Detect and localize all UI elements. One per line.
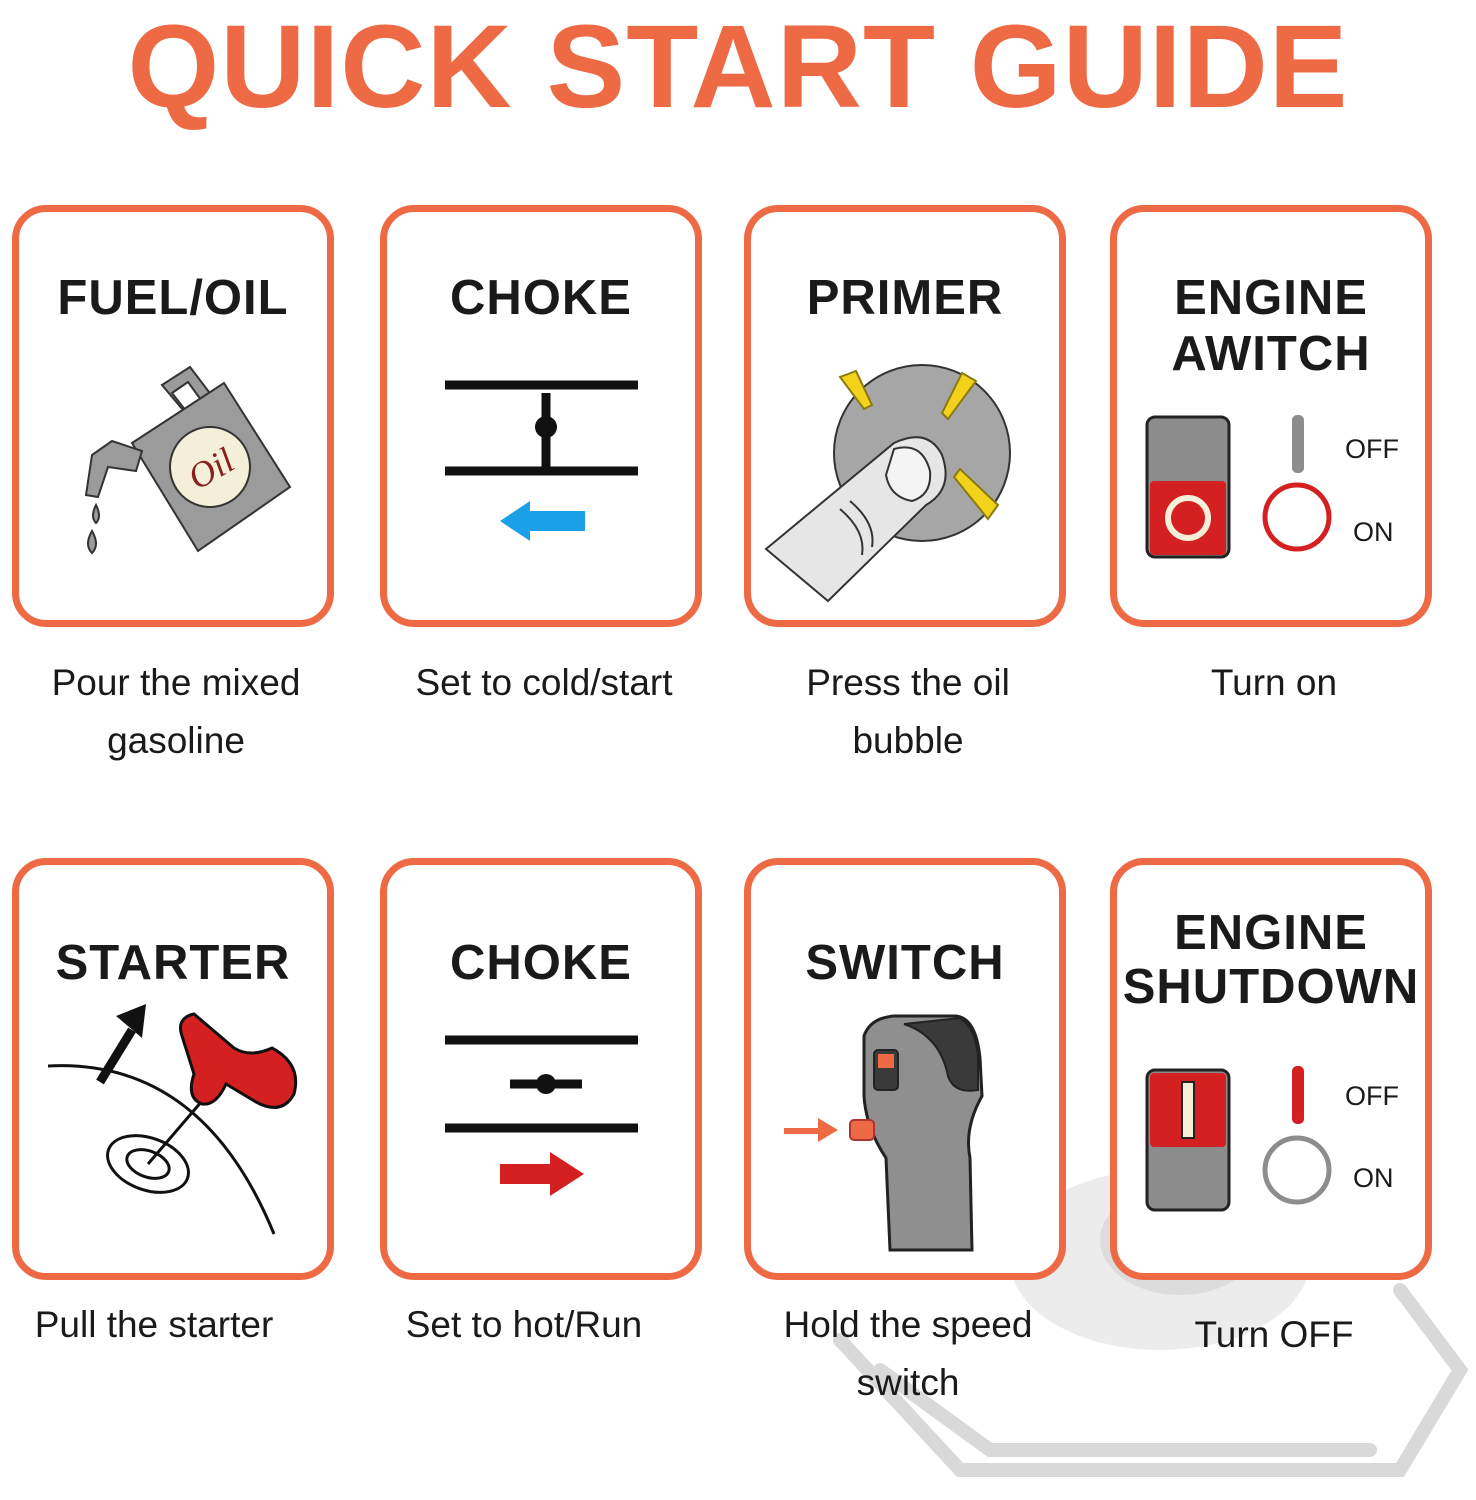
engine-switch-on-icon	[1110, 205, 1432, 627]
step-card-primer	[744, 205, 1066, 627]
step-card-fuel-oil	[12, 205, 334, 627]
step-title: FUEL/OIL	[57, 271, 289, 325]
step-card-engine-shutdown	[1110, 858, 1432, 1280]
step-title: CHOKE	[450, 271, 632, 325]
on-label: ON	[1353, 1163, 1394, 1193]
step-card-choke-run	[380, 858, 702, 1280]
step-title-line-1: ENGINE	[1174, 906, 1368, 960]
starter-pull-icon	[12, 858, 334, 1280]
step-title-line-2: AWITCH	[1171, 327, 1371, 381]
choke-run-icon	[380, 858, 702, 1280]
step-card-switch	[744, 858, 1066, 1280]
step-caption: Pour the mixed gasoline	[51, 662, 301, 761]
choke-cold-icon	[380, 205, 702, 627]
step-caption: Set to cold/start	[415, 662, 673, 703]
speed-switch-handle-icon	[744, 858, 1066, 1280]
oil-label: Oil	[181, 439, 241, 498]
step-title: PRIMER	[806, 271, 1004, 325]
off-label: OFF	[1345, 1081, 1399, 1111]
step-title: CHOKE	[450, 936, 632, 990]
page-title: QUICK START GUIDE	[127, 1, 1349, 133]
step-card-choke-cold	[380, 205, 702, 627]
step-caption: Turn OFF	[1194, 1314, 1354, 1355]
step-title: STARTER	[55, 936, 291, 990]
step-caption: Press the oil bubble	[806, 662, 1010, 761]
step-caption: Set to hot/Run	[405, 1304, 643, 1345]
step-card-starter	[12, 858, 334, 1280]
step-title-line-1: ENGINE	[1174, 271, 1368, 325]
step-title-line-2: SHUTDOWN	[1122, 960, 1420, 1014]
engine-switch-off-icon	[1110, 858, 1432, 1280]
off-label: OFF	[1345, 434, 1399, 464]
step-caption: Hold the speed switch	[783, 1304, 1033, 1403]
oil-can-icon	[12, 205, 334, 627]
on-label: ON	[1353, 517, 1394, 547]
step-caption: Pull the starter	[34, 1304, 274, 1345]
step-card-engine-switch-on	[1110, 205, 1432, 627]
primer-bulb-icon	[744, 205, 1066, 627]
step-caption: Turn on	[1210, 662, 1338, 703]
step-title: SWITCH	[805, 936, 1005, 990]
